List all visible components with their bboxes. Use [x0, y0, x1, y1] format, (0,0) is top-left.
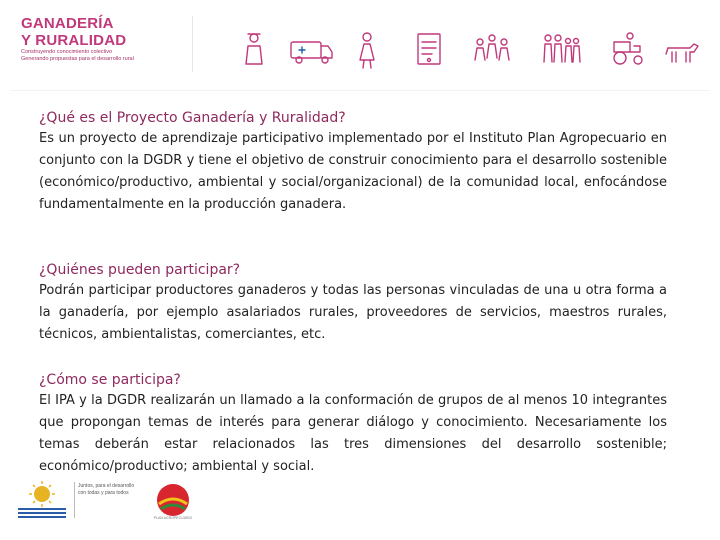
header-rule — [10, 90, 710, 91]
logo-subtitle-1: Construyendo conocimiento colectivo — [21, 49, 113, 55]
ganaderia-ruralidad-logo — [21, 15, 181, 63]
uruguay-slogan: Juntos, para el desarrollo con todas y para todos — [78, 483, 135, 496]
section-how-participate — [39, 370, 667, 478]
header-divider — [192, 16, 193, 72]
section-body: El IPA y la DGDR realizarán un llamado a la conformación de grupos de al menos 10 integrantes que propongan temas de interés para generar diálogo y conocimiento. Necesariamente los temas deberán estar relacionados las tres dimensiones del desarrollo sostenible; económico/productivo; ambiental y social. — [39, 393, 667, 474]
calendar-board-icon — [418, 34, 440, 64]
cow-icon — [666, 44, 698, 62]
people-group-icon — [475, 35, 509, 60]
logo-title-line2: Y RURALIDAD — [21, 32, 127, 49]
section-body: Es un proyecto de aprendizaje participativo implementado por el Instituto Plan Agropecuario en conjunto con la DGDR y tiene el objetivo de construir conocimiento para el desarrollo sostenible (económico/productivo, ambiental y social/organizacional) de la comunidad local, enfocándose fundamentalmente en la producción ganadera. — [39, 131, 667, 212]
uruguay-government-logo — [14, 478, 70, 522]
icon-strip — [236, 28, 706, 70]
woman-icon — [360, 33, 374, 68]
tractor-icon — [614, 33, 642, 64]
farmer-icon — [246, 34, 262, 64]
family-group-icon — [544, 35, 580, 62]
footer-logos — [14, 478, 214, 526]
section-what-is — [39, 108, 667, 216]
section-body: Podrán participar productores ganaderos y todas las personas vinculadas de una u otra forma a la ganadería, por ejemplo asalariados rurales, proveedores de servicios, maestros rurales, técnicos, ambientalistas, comerciantes, etc. — [39, 283, 667, 342]
logo-title-line1: GANADERÍA — [21, 15, 114, 32]
section-heading: ¿Qué es el Proyecto Ganadería y Ruralidad? — [39, 110, 346, 126]
page-header — [0, 0, 720, 80]
plan-agropecuario-label: PLAN AGROPECUARIO — [153, 516, 193, 520]
logo-subtitle-2: Generando propuestas para el desarrollo rural — [21, 56, 134, 62]
section-heading: ¿Quiénes pueden participar? — [39, 262, 241, 278]
section-heading: ¿Cómo se participa? — [39, 372, 181, 388]
section-who-participates — [39, 260, 667, 346]
footer-separator — [74, 482, 75, 518]
ambulance-icon — [291, 42, 332, 63]
